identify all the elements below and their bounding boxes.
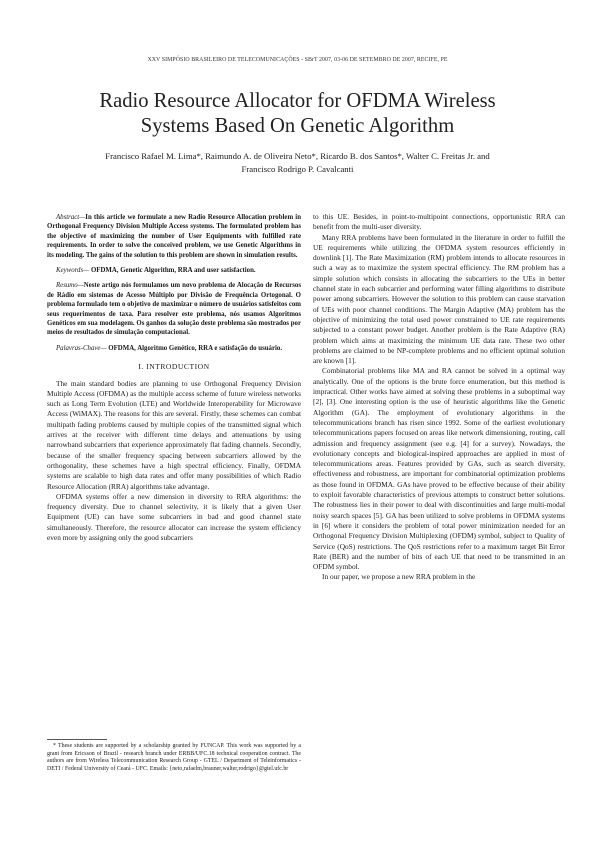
palavras-text: OFDMA, Algoritmo Genético, RRA e satisfação do usuário. bbox=[108, 344, 283, 352]
keywords-text: OFDMA, Genetic Algorithm, RRA and user satisfaction. bbox=[90, 267, 256, 275]
abstract-text: In this article we formulate a new Radio Resource Allocation problem in Orthogonal Frequency Division Multiple Access systems. The formulated problem has the objective of maximizing the number of User Equipments with fulfilled rate requirements. In order to solve the conceived problem, we use Genetic Algorithms in its modeling. The gains of the solution to this problem are shown in simulation results. bbox=[47, 214, 301, 259]
abstract-label: Abstract bbox=[56, 214, 80, 221]
authors-line-1: Francisco Rafael M. Lima*, Raimundo A. de Oliveira Neto*, Ricardo B. dos Santos*, Walter C. Freitas Jr. and bbox=[105, 151, 490, 161]
resumo-text: Neste artigo nós formulamos um novo problema de Alocação de Recursos de Rádio em sistemas de Acesso Múltiplo por Divisão de Frequência Ortogonal. O problema formulado tem o objetivo de maximizar o número de usuários satisfeitos com seus requerimentos de taxa. Para resolver este problema, nós usamos Algoritmos Genéticos em sua modelagem. Os ganhos da solução deste problema são mostrados por meios de resultados de simulação computacional. bbox=[47, 282, 301, 337]
palavras-label: Palavras-Chave bbox=[56, 344, 101, 352]
keywords: Keywords— OFDMA, Genetic Algorithm, RRA and user satisfaction. bbox=[56, 267, 256, 275]
keywords-label: Keywords bbox=[56, 267, 84, 275]
intro-paragraph-2: OFDMA systems offer a new dimension in diversity to RRA algorithms: the frequency diversity. Due to channel selectivity, it is likely that a given User Equipment (UE) can have some subcarriers in bad and good channel state simultaneously. Therefore, the resource allocator can increase the system efficiency even more by assigning only the good subcarriers bbox=[47, 491, 301, 543]
resumo: Resumo—Neste artigo nós formulamos um novo problema de Alocação de Recursos de Rádio em sistemas de Acesso Múltiplo por Divisão de Frequência Ortogonal. O problema formulado tem o objetivo de maximizar o número de usuários satisfeitos com seus requerimentos de taxa. Para resolver este problema, nós usamos Algoritmos Genéticos em sua modelagem. Os ganhos da solução deste problema são mostrados por meios de resultados de simulação computacional. bbox=[47, 282, 301, 337]
right-paragraph-4: In our paper, we propose a new RRA problem in the bbox=[322, 572, 476, 582]
footnote-rule bbox=[47, 739, 107, 740]
title-line-2: Systems Based On Genetic Algorithm bbox=[140, 114, 455, 137]
right-paragraph-1: to this UE. Besides, in point-to-multipoint connections, opportunistic RRA can benefit from the multi-user diversity. bbox=[313, 212, 565, 232]
right-column bbox=[313, 212, 565, 583]
author-list bbox=[30, 150, 565, 175]
left-column bbox=[47, 213, 301, 543]
palavras-chave: Palavras-Chave— OFDMA, Algoritmo Genético, RRA e satisfação do usuário. bbox=[56, 344, 283, 352]
authors-line-2: Francisco Rodrigo P. Cavalcanti bbox=[241, 163, 354, 174]
intro-paragraph-1: The main standard bodies are planning to use Orthogonal Frequency Division Multiple Access (OFDMA) as the multiple access scheme of future wireless networks such as Long Term Evolution (LTE) and Worldwide Interoperability for Microwave Access (WiMAX). The reasons for this are several. Firstly, these schemes can combat multipath fading problems caused by multiple copies of the transmitted signal which arrives at the receiver with different time delays and attenuations by using narrowband subcarriers that experience approximately flat fading channels. Secondly, because of the smaller frequency spacing between subcarriers allowed by the orthogonality, these schemes have a high spectral efficiency. Finally, OFDMA systems are scalable to high data rates and offer many possibilities of which Radio Resource Allocation (RRA) algorithms take advantage. bbox=[47, 378, 301, 491]
section-heading-introduction: I. INTRODUCTION bbox=[138, 362, 210, 372]
title-line-1: Radio Resource Allocator for OFDMA Wireless bbox=[99, 90, 496, 112]
conference-header: XXV SIMPÓSIO BRASILEIRO DE TELECOMUNICAÇÕES - SBrT 2007, 03-06 DE SETEMBRO DE 2007, RECIFE, PE bbox=[147, 57, 448, 63]
footnote: * These students are supported by a scholarship granted by FUNCAP. This work was supported by a grant from Ericsson of Brazil - research branch under ERBB/UFC.18 technical cooperation contract. The authors are from Wireless Telecommunication Research Group - GTEL / Department of Teleinformatics - DETI / Federal University of Ceará - UFC. Emails: {neto,rafaelm,brauner,walter,rodrigo}@gtel.ufc.br bbox=[47, 743, 301, 772]
resumo-label: Resumo bbox=[56, 282, 78, 290]
right-paragraph-3: Combinatorial problems like MA and RA cannot be solved in a optimal way analytically. One of the options is the brute force enumeration, but this method is impractical. Other works have aimed at solving these problems in a suboptimal way [2], [3]. One interesting option is the use of heuristic algorithms like the Genetic Algorithm (GA). The employment of evolutionary algorithms in the telecommunications branch has risen since 1992. Some of the earliest evolutionary telecommunications papers focused on areas like network dimensioning, routing, call admission and frequency assignment (see e.g. [4] for a survey). Nowadays, the evolutionary concepts and biological-inspired approaches are applied in most of telecommunications areas. Features provided by GAs, such as search diversity, effectiveness and robustness, are important for combinatorial optimization problems as those found in OFDMA. GAs have proved to be effective because of their ability to exploit favorable characteristics of previous attempts to construct better solutions. The robustness lies in their power to deal with discontinuities and large multi-modal noisy search spaces [5]. GA has been utilized to solve problems in OFDMA systems in [6] where it considers the problem of total power minimization needed for an Orthogonal Frequency Division Multiplexing (OFDM) symbol, subject to Quality of Service (QoS) restrictions. The QoS restrictions refer to a maximum target Bit Error Rate (BER) and the number of bits of each UE that need to be transmitted in an OFDM symbol. bbox=[313, 366, 565, 572]
right-paragraph-2: Many RRA problems have been formulated in the literature in order to fulfill the UE requirements while utilizing the OFDMA system resources efficiently in downlink [1]. The Rate Maximization (RM) problem intends to allocate resources in such a way as to maximize the system spectral efficiency. The RM problem has a simple solution which consists in allocating the subcarriers to the UEs in better channel state in each subcarrier and performing water filling algorithms to distribute power among subcarriers. However the solution to this problem can cause starvation of UEs with poor channel conditions. The Margin Adaptive (MA) problem has the objective of minimizing the total used power constrained to UE rate requirements subjected to a constant power budget. Another problem is the Rate Adaptive (RA) problem which aims at maximizing the minimum UE data rate. These two other problems are claimed to be NP-complete problems and no efficient optimal solution are known [1]. bbox=[313, 232, 565, 366]
abstract: Abstract—In this article we formulate a new Radio Resource Allocation problem in Orthogonal Frequency Division Multiple Access systems. The formulated problem has the objective of maximizing the number of User Equipments with fulfilled rate requirements. In order to solve the conceived problem, we use Genetic Algorithms in its modeling. The gains of the solution to this problem are shown in simulation results. bbox=[47, 214, 301, 259]
paper-title bbox=[40, 89, 555, 138]
